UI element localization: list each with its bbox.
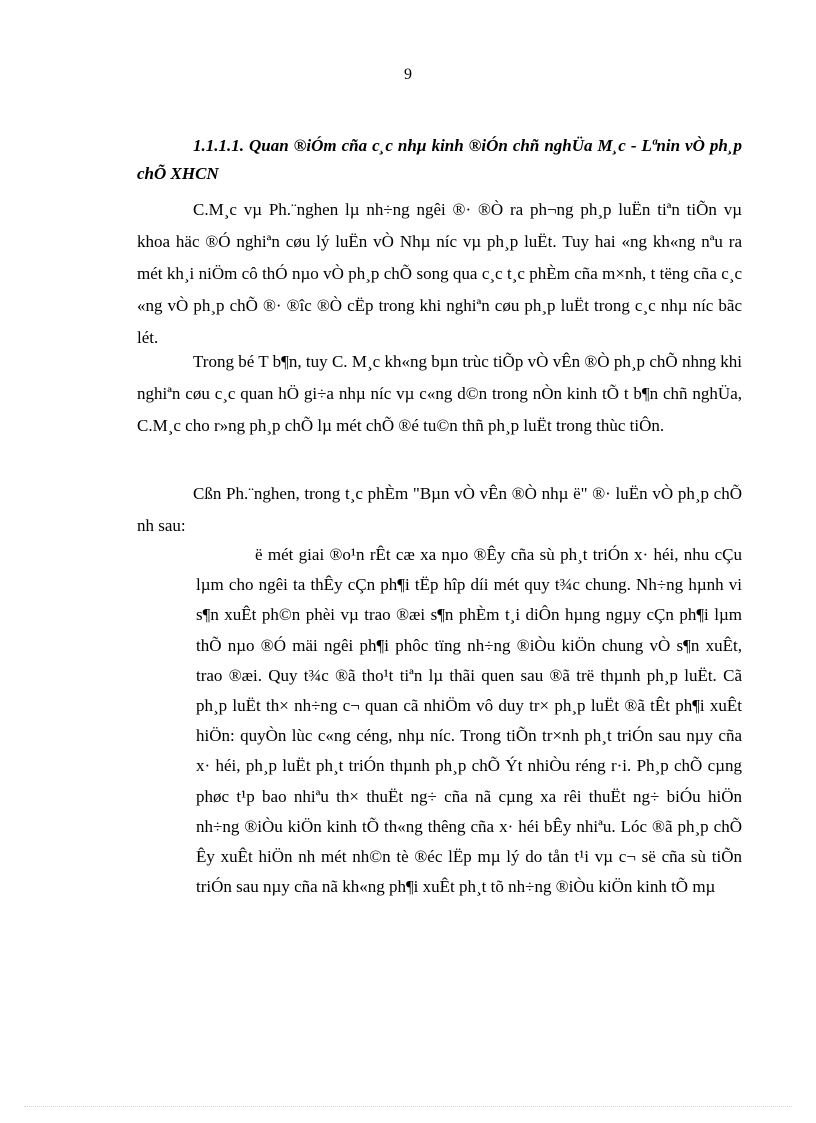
paragraph-1-block [137,194,742,354]
paragraph-2-block [137,346,742,442]
block-quote [196,540,742,902]
page-bottom-rule [24,1106,792,1107]
body-paragraph: C.M¸c vµ Ph.¨nghen lµ nh÷ng ngêi ®· ®Ò ra ph¬ng ph¸p luËn tiªn tiÕn vµ khoa häc ®Ó nghiªn cøu lý luËn vÒ Nhµ níc vµ ph¸p luËt. Tuy hai «ng kh«ng nªu ra mét kh¸i niÖm cô thÓ nµo vÒ ph¸p chÕ song qua c¸c t¸c phÈm cña m×nh, t tëng cña c¸c «ng vÒ ph¸p chÕ ®· ®îc ®Ò cËp trong khi nghiªn cøu ph¸p luËt trong c¸c nhµ níc bãc lét. [137,200,742,347]
page-number: 9 [404,66,412,83]
body-paragraph: Cßn Ph.¨nghen, trong t¸c phÈm "Bµn vÒ vÊn ®Ò nhµ ë" ®· luËn vÒ ph¸p chÕ nh sau: [137,484,742,535]
section-heading: 1.1.1.1. Quan ®iÓm cña c¸c nhµ kinh ®iÓn chñ nghÜa M¸c - Lªnin vÒ ph¸p chÕ XHCN [137,136,742,183]
paragraph-3-block [137,478,742,542]
body-paragraph: Trong bé T b¶n, tuy C. M¸c kh«ng bµn trùc tiÕp vÒ vÊn ®Ò ph¸p chÕ nhng khi nghiªn cøu c¸c quan hÖ gi÷a nhµ níc vµ c«ng d©n trong nÒn kinh tÕ t b¶n chñ nghÜa, C.M¸c cho r»ng ph¸p chÕ lµ mét chÕ ®é tu©n thñ ph¸p luËt trong thùc tiÔn. [137,352,742,435]
quote-paragraph: ë mét giai ®o¹n rÊt cæ xa nµo ®Êy cña sù ph¸t triÓn x· héi, nhu cÇu lµm cho ngêi ta thÊy cÇn ph¶i tËp hîp díi mét quy t¾c chung. Nh÷ng hµnh vi s¶n xuÊt ph©n phèi vµ trao ®æi s¶n phÈm t¸i diÔn hµng ngµy cÇn ph¶i lµm thÕ nµo ®Ó mäi ngêi ph¶i phôc tïng nh÷ng ®iÒu kiÖn chung vÒ s¶n xuÊt, trao ®æi. Quy t¾c ®ã tho¹t tiªn lµ thãi quen sau ®ã trë thµnh ph¸p luËt. Cã ph¸p luËt th× nh÷ng c¬ quan cã nhiÖm vô duy tr× ph¸p luËt ®ã tÊt ph¶i xuÊt hiÖn: quyÒn lùc c«ng céng, nhµ níc. Trong tiÕn tr×nh ph¸t triÓn sau nµy cña x· héi, ph¸p luËt ph¸t triÓn thµnh ph¸p chÕ Ýt nhiÒu réng r·i. Ph¸p chÕ cµng phøc t¹p bao nhiªu th× thuËt ng÷ cña nã cµng xa rêi thuËt ng÷ biÓu hiÖn nh÷ng ®iÒu kiÖn kinh tÕ th«ng thêng cña x· héi bÊy nhiªu. Lóc ®ã ph¸p chÕ Êy xuÊt hiÖn nh mét nh©n tè ®éc lËp mµ lý do tån t¹i vµ c¬ së cña sù tiÕn triÓn sau nµy cña nã kh«ng ph¶i xuÊt ph¸t tõ nh÷ng ®iÒu kiÖn kinh tÕ mµ [196,545,742,897]
